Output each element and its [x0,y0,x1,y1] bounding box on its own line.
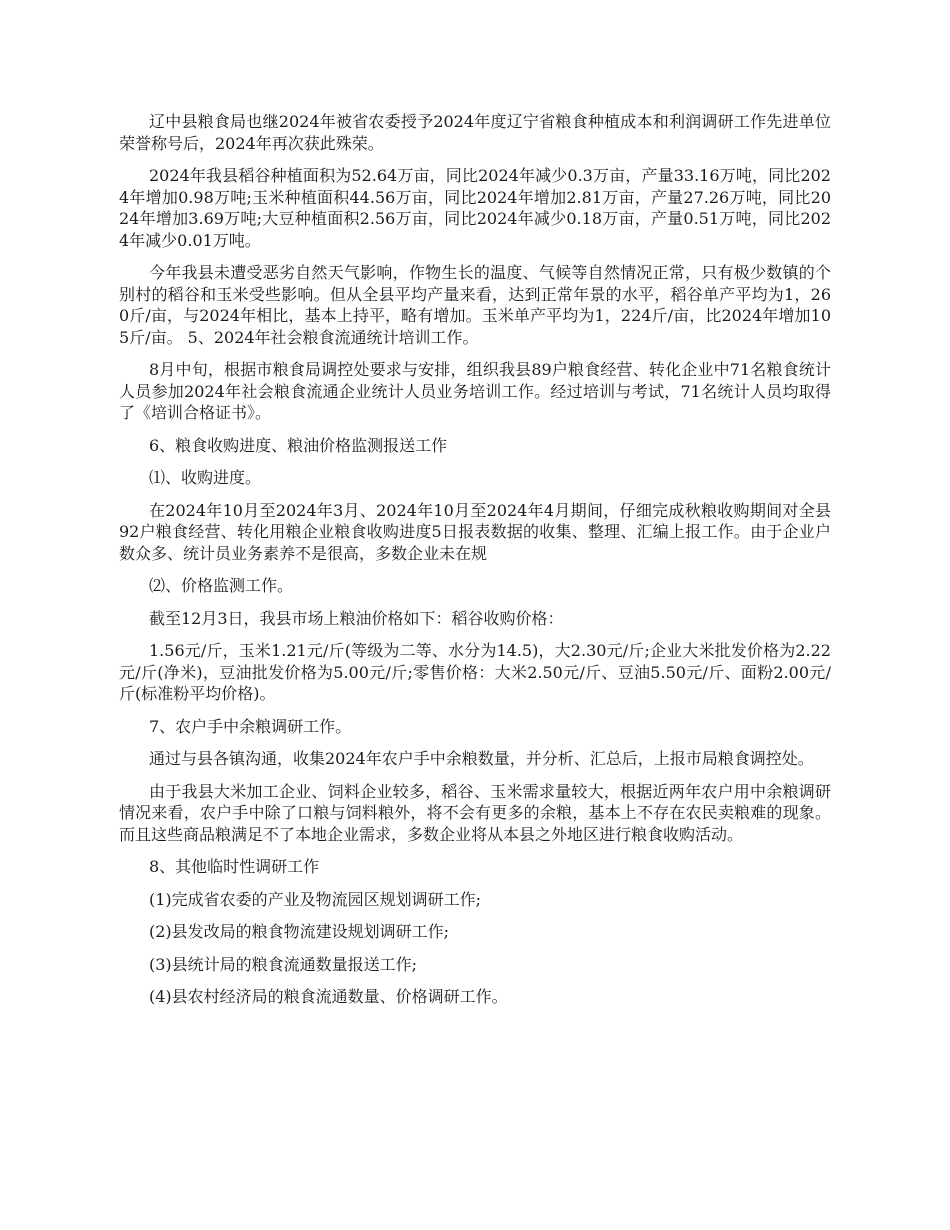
paragraph-award: 辽中县粮食局也继2024年被省农委授予2024年度辽宁省粮食种植成本和利润调研工作先进单位荣誉称号后，2024年再次获此殊荣。 [119,112,831,153]
paragraph-purchase-progress: 在2024年10月至2024年3月、2024年10月至2024年4月期间，仔细完成秋粮收购期间对全县92户粮食经营、转化用粮企业粮食收购进度5日报表数据的收集、整理、汇编上报工作。由于企业户数众多、统计员业务素养不是很高，多数企业未在规 [119,500,831,563]
list-item-3: (3)县统计局的粮食流通数量报送工作; [149,954,418,974]
list-item-1: (1)完成省农委的产业及物流园区规划调研工作; [149,889,482,909]
subheading-purchase-progress: ⑴、收购进度。 [149,468,262,487]
document-body [119,111,831,1019]
paragraph-prices: 1.56元/斤，玉米1.21元/斤(等级为二等、水分为14.5)，大2.30元/斤;企业大米批发价格为2.22元/斤(净米)，豆油批发价格为5.00元/斤;零售价格：大米2.50元/斤、豆油5.50元/斤、面粉2.00元/斤(标准粉平均价格)。 [119,641,831,703]
paragraph-surplus-collection: 通过与县各镇沟通，收集2024年农户手中余粮数量，并分析、汇总后，上报市局粮食调控处。 [149,749,814,768]
section-heading-7: 7、农户手中余粮调研工作。 [149,716,352,736]
section-heading-6: 6、粮食收购进度、粮油价格监测报送工作 [149,435,448,455]
paragraph-yield: 今年我县未遭受恶劣自然天气影响，作物生长的温度、气候等自然情况正常，只有极少数镇的个别村的稻谷和玉米受些影响。但从全县平均产量来看，达到正常年景的水平，稻谷单产平均为1，260斤/亩，与2024年相比，基本上持平，略有增加。玉米单产平均为1，224斤/亩，比2024年增加105斤/亩。 5、2024年社会粮食流通统计培训工作。 [119,263,831,347]
paragraph-price-intro: 截至12月3日，我县市场上粮油价格如下：稻谷收购价格： [149,608,564,628]
paragraph-training: 8月中旬，根据市粮食局调控处要求与安排，组织我县89户粮食经营、转化企业中71名粮食统计人员参加2024年社会粮食流通企业统计人员业务培训工作。经过培训与考试，71名统计人员均取得了《培训合格证书》。 [119,360,831,422]
subheading-price-monitoring: ⑵、价格监测工作。 [149,576,294,595]
paragraph-planting-area: 2024年我县稻谷种植面积为52.64万亩，同比2024年减少0.3万亩，产量33.16万吨，同比2024年增加0.98万吨;玉米种植面积44.56万亩，同比2024年增加2.81万亩，产量27.26万吨，同比2024年增加3.69万吨;大豆种植面积2.56万亩，同比2024年减少0.18万亩，产量0.51万吨，同比2024年减少0.01万吨。 [119,166,831,250]
paragraph-surplus-analysis: 由于我县大米加工企业、饲料企业较多，稻谷、玉米需求量较大，根据近两年农户用中余粮调研情况来看，农户手中除了口粮与饲料粮外，将不会有更多的余粮，基本上不存在农民卖粮难的现象。而且这些商品粮满足不了本地企业需求，多数企业将从本县之外地区进行粮食收购活动。 [119,781,831,844]
section-heading-8: 8、其他临时性调研工作 [149,857,320,876]
list-item-2: (2)县发改局的粮食物流建设规划调研工作; [149,922,450,941]
list-item-4: (4)县农村经济局的粮食流通数量、价格调研工作。 [149,987,508,1006]
